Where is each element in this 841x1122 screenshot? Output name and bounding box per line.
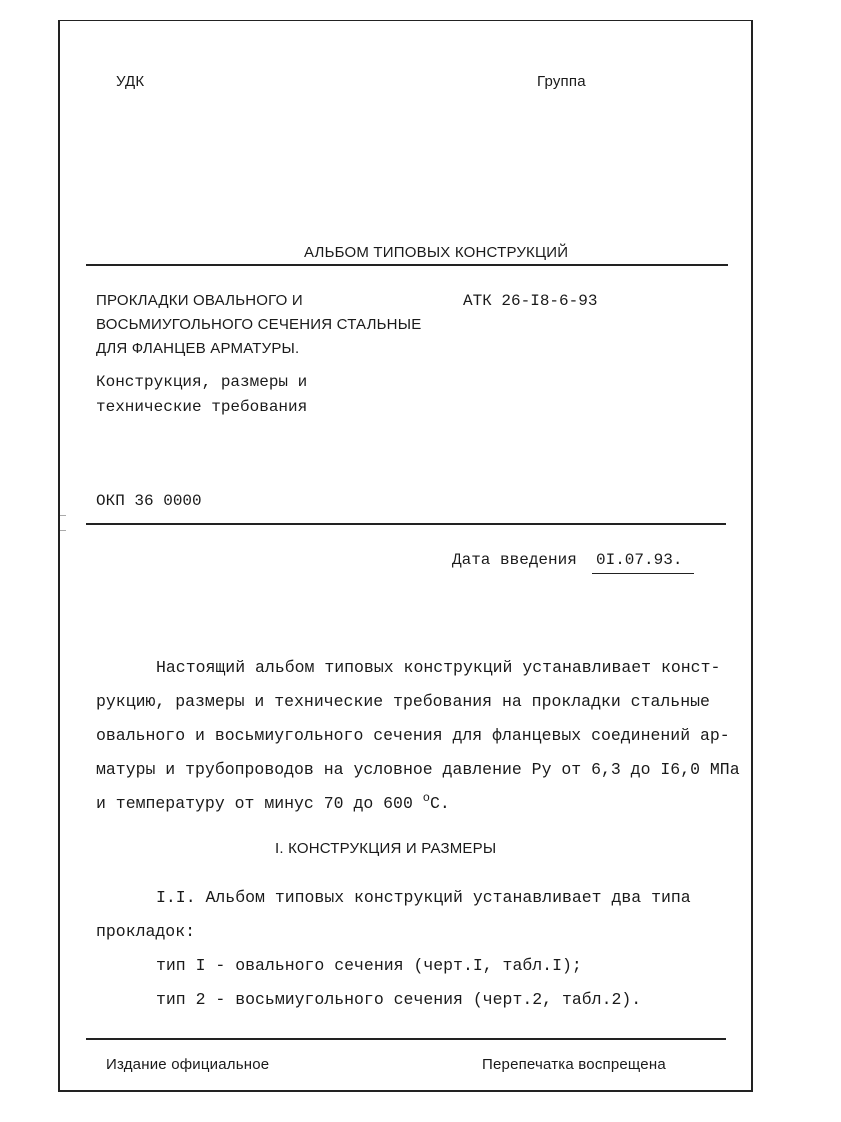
okp-code: ОКП 36 0000 — [96, 492, 202, 510]
group-label: Группа — [537, 73, 586, 90]
doc-subtitle-line-1: Конструкция, размеры и — [96, 373, 308, 391]
clause-paragraph — [96, 881, 736, 1017]
degree-unit: С. — [429, 794, 450, 813]
album-title: АЛЬБОМ ТИПОВЫХ КОНСТРУКЦИЙ — [304, 244, 569, 261]
type-1: тип I - овального сечения (черт.I, табл.I); — [156, 956, 582, 975]
intro-paragraph — [96, 651, 740, 822]
document-code: АТК 26-I8-6-93 — [463, 292, 598, 310]
intro-last-text: и температуру от минус 70 до 600 — [96, 794, 413, 813]
doc-title-line-1: ПРОКЛАДКИ ОВАЛЬНОГО И — [96, 292, 303, 309]
udk-label: УДК — [116, 73, 145, 90]
intro-line-2: рукцию, размеры и технические требования на прокладки стальные — [96, 692, 710, 711]
intro-line-5 — [96, 787, 736, 822]
doc-subtitle-line-2: технические требования — [96, 398, 308, 416]
doc-title-line-3: ДЛЯ ФЛАНЦЕВ АРМАТУРЫ. — [96, 340, 300, 357]
margin-tick — [60, 515, 66, 516]
intro-line-4: матуры и трубопроводов на условное давление Ру от 6,3 до I6,0 МПа — [96, 760, 740, 779]
footer-rule — [86, 1038, 726, 1040]
footer-left: Издание официальное — [106, 1056, 270, 1073]
album-title-rule — [86, 264, 728, 266]
clause-line-1: I.I. Альбом типовых конструкций устанавливает два типа — [156, 888, 691, 907]
section-heading: I. КОНСТРУКЦИЯ И РАЗМЕРЫ — [275, 840, 497, 857]
okp-rule — [86, 523, 726, 525]
intro-date-underline — [592, 573, 694, 574]
degree-superscript: о — [422, 791, 430, 805]
type-2: тип 2 - восьмиугольного сечения (черт.2, табл.2). — [156, 990, 642, 1009]
footer-right: Перепечатка воспрещена — [482, 1056, 666, 1073]
doc-title-line-2: ВОСЬМИУГОЛЬНОГО СЕЧЕНИЯ СТАЛЬНЫЕ — [96, 316, 422, 333]
intro-date-label: Дата введения — [452, 551, 577, 569]
intro-date-value: 0I.07.93. — [596, 551, 683, 569]
intro-line-3: овального и восьмиугольного сечения для фланцевых соединений ар- — [96, 726, 730, 745]
margin-tick — [60, 530, 66, 531]
clause-line-2: прокладок: — [96, 922, 196, 941]
intro-line-1: Настоящий альбом типовых конструкций устанавливает конст- — [156, 658, 721, 677]
